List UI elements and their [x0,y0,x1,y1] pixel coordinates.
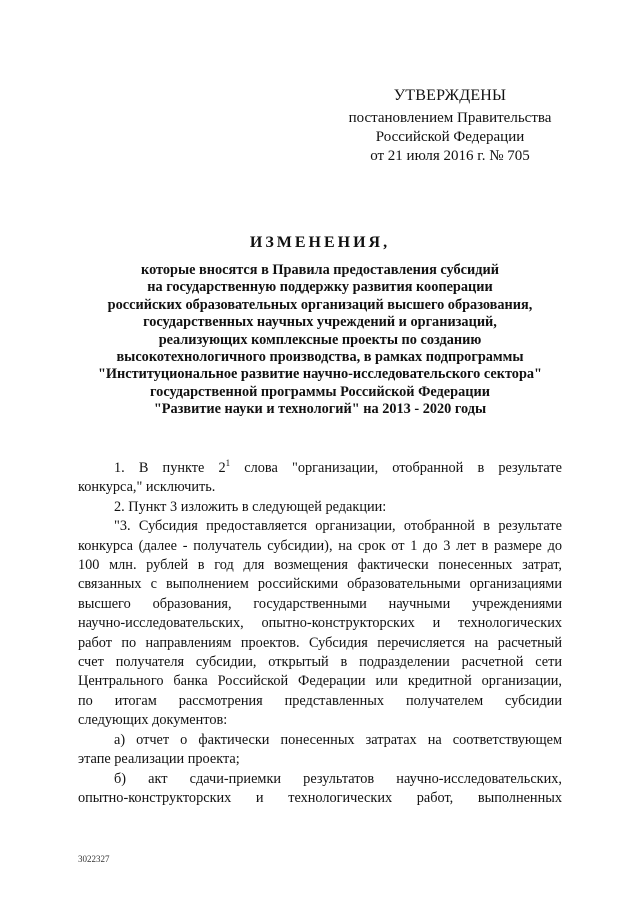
subtitle-line: которые вносятся в Правила предоставления субсидий [141,262,499,278]
document-body [78,459,562,808]
paragraph-3-line: высшего образования, государственными научными учреждениями [78,595,562,612]
document-title: ИЗМЕНЕНИЯ, [249,234,391,251]
paragraph-3-line: Центрального банка Российской Федерации или кредитной организации, [78,673,562,690]
footnote-superscript: 1 [225,458,231,468]
approval-line: постановлением Правительства [348,110,552,126]
subtitle-line: государственной программы Российской Федерации [150,383,490,400]
paragraph-3-line: следующих документов: [78,712,228,729]
document-number: 3022327 [78,854,110,864]
approval-date-number: от 21 июля 2016 г. № 705 [370,148,530,164]
paragraph-1-text: слова "организации, отобранной в результате [230,460,563,476]
item-b-line: б) акт сдачи-приемки результатов научно-исследовательских, [114,770,562,787]
paragraph-2: 2. Пункт 3 изложить в следующей редакции: [114,498,387,515]
subtitle-line: на государственную поддержку развития кооперации [147,279,493,296]
paragraph-3-line: 100 млн. рублей в год для возмещения фактически понесенных затрат, [78,557,562,574]
approval-heading: УТВЕРЖДЕНЫ [393,87,507,104]
subtitle-line: реализующих комплексные проекты по созданию [158,331,482,348]
subtitle-line: "Развитие науки и технологий" на 2013 - 2020 годы [153,401,487,418]
document-subtitle [60,262,580,419]
paragraph-3-line: счет получателя субсидии, открытый в подразделении расчетной сети [78,654,562,671]
paragraph-3-line: работ по направлениям проектов. Субсидия перечисляется на расчетный [78,634,562,651]
approval-block [340,86,560,166]
approval-line: Российской Федерации [375,129,525,145]
item-a-line: этапе реализации проекта; [78,751,240,768]
subtitle-line: российских образовательных организаций высшего образования, [107,296,533,313]
item-b-line: опытно-конструкторских и технологических работ, выполненных [78,789,562,806]
subtitle-line: высокотехнологичного производства, в рамках подпрограммы [116,349,524,366]
paragraph-1-line [78,459,562,478]
paragraph-1-line: конкурса," исключить. [78,479,216,496]
paragraph-3-line: по итогам рассмотрения представленных получателем субсидии [78,692,562,709]
paragraph-1-text: 1. В пункте 2 [114,460,226,476]
paragraph-3-line: конкурса (далее - получатель субсидии), на срок от 1 до 3 лет в размере до [78,537,562,554]
paragraph-3-line: "3. Субсидия предоставляется организации, отобранной в результате [114,518,562,535]
paragraph-3-line: связанных с выполнением российскими образовательными организациями [78,576,562,593]
subtitle-line: "Институциональное развитие научно-исследовательского сектора" [97,366,542,383]
subtitle-line: государственных научных учреждений и организаций, [143,314,497,331]
item-a-line: а) отчет о фактически понесенных затратах на соответствующем [114,731,562,748]
paragraph-3-line: научно-исследовательских, опытно-конструкторских и технологических [78,615,562,632]
